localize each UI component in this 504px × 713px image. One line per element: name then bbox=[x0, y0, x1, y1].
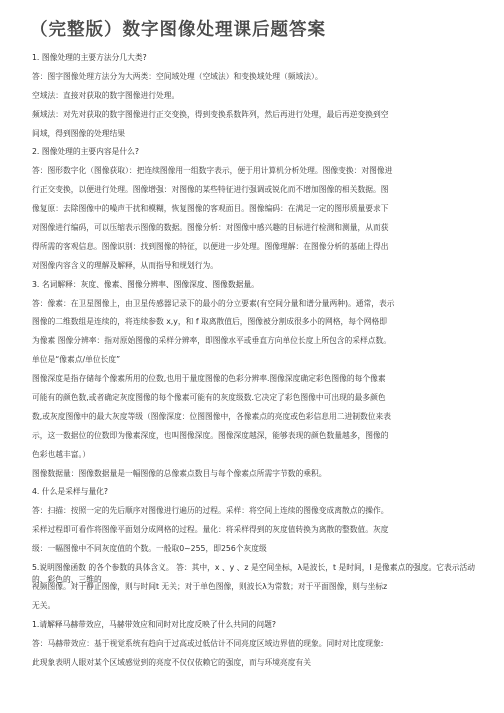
answer-line: 数,或灰度图像中的最大灰度等级（图像深度：位图图像中，各像素点的亮度或色彩信息用二进制数位来表 bbox=[32, 411, 391, 421]
answer-line: 图像数据量：图像数据量是一幅图像的总像素点数目与每个像素点所需字节数的乘积。 bbox=[32, 468, 327, 478]
answer-line: 得所需的客观信息。图像识别：找到图像的特征，以便进一步处理。图像理解：在图像分析的基础上得出 bbox=[32, 241, 389, 251]
question-heading: 2. 图像处理的主要内容是什么? bbox=[32, 147, 139, 157]
question-heading: 1.请解释马赫带效应，马赫带效应和同时对比度反映了什么共同的问题? bbox=[32, 619, 277, 629]
answer-line: 答：图形数字化（图像获取）：把连续图像用一组数字表示，便于用计算机分析处理。图像变换：对图像进 bbox=[32, 166, 393, 176]
answer-line: 频域法：对先对获取的数字图像进行正交变换，得到变换系数阵列，然后再进行处理，最后再逆变换到空 bbox=[32, 109, 389, 119]
question-heading: 3. 名词解释：灰度、像素、图像分辨率、图像深度、图像数据量。 bbox=[32, 279, 259, 289]
answer-line: 空域法：直接对获取的数字图像进行处理。 bbox=[32, 90, 180, 100]
answer-line: 像复原：去除图像中的噪声干扰和模糊，恢复图像的客观面目。图像编码：在满足一定的图形质量要求下 bbox=[32, 204, 389, 214]
answer-line: 图像的二维数组是连续的，将连续参数 x,y，和 f 取离散值后，图像被分割成很多小的网格，每个网格即 bbox=[32, 317, 388, 327]
document-body bbox=[32, 49, 478, 673]
question-heading: 1. 图像处理的主要方法分几大类? bbox=[32, 53, 147, 62]
answer-line: 视频图像。对于静止图像，则与时间t 无关；对于单色图像，则波长λ为常数；对于平面图像，则与坐标z bbox=[32, 582, 388, 592]
answer-line: 对图像内容含义的理解及解释，从而指导和规划行为。 bbox=[32, 260, 219, 270]
answer-line: 单位是“像素点/单位长度” bbox=[32, 355, 121, 365]
question-heading: 4. 什么是采样与量化? bbox=[32, 487, 108, 497]
answer-line: 答：扫描：按照一定的先后顺序对图像进行遍历的过程。采样：将空间上连续的图像变成离散点的操作。 bbox=[32, 506, 389, 516]
answer-line: 间域，得到图像的处理结果 bbox=[32, 128, 126, 138]
answer-line: 示，这一数据位的位数即为像素深度，也叫图像深度。图像深度越深，能够表现的颜色数量越多，图像的 bbox=[32, 430, 389, 440]
answer-line: 行正交变换，以便进行处理。图像增强：对图像的某些特征进行强调或锐化而不增加图像的相关数据。图 bbox=[32, 185, 389, 195]
answer-line: 答：图字图像处理方法分为大两类：空间域处理（空域法）和变换域处理（频域法）。 bbox=[32, 71, 323, 81]
answer-line: 可能有的颜色数,或者确定灰度图像的每个像素可能有的灰度级数.它决定了彩色图像中可出现的最多颜色 bbox=[32, 393, 386, 403]
document-title: （完整版）数字图像处理课后题答案 bbox=[30, 20, 326, 40]
answer-line: 级：一幅图像中不同灰度值的个数。一般取0~255，即256个灰度级 bbox=[32, 544, 267, 554]
question-heading: 5.说明图像函数 的各个参数的具体含义。 答：其中，x 、y 、z 是空间坐标，λ是波长，t 是时间，I 是像素点的强度。它表示活动的、彩色的、三维的 bbox=[32, 563, 476, 585]
answer-line: 对图像进行编码，可以压缩表示图像的数据。图像分析：对图像中感兴趣的目标进行检测和测量，从而获 bbox=[32, 223, 389, 233]
answer-line: 答：像素：在卫星图像上，由卫星传感器记录下的最小的分立要素(有空间分量和谱分量两种)。通常，表示 bbox=[32, 298, 395, 308]
answer-line: 为像素 图像分辨率：指对原始图像的采样分辨率，即图像水平或垂直方向单位长度上所包含的采样点数。 bbox=[32, 336, 391, 346]
answer-line: 答：马赫带效应：基于视觉系统有趋向于过高或过低估计不同亮度区域边界值的现象。同时对比度现象: bbox=[32, 638, 384, 648]
answer-line: 此现象表明人眼对某个区域感觉到的亮度不仅仅依赖它的强度，而与环境亮度有关 bbox=[32, 657, 312, 667]
answer-line: 色彩也越丰富。） bbox=[32, 449, 91, 459]
answer-line: 图像深度是指存储每个像素所用的位数,也用于量度图像的色彩分辨率.图像深度确定彩色图像的每个像素 bbox=[32, 374, 386, 384]
answer-line: 无关。 bbox=[32, 600, 56, 610]
answer-line: 采样过程即可看作将图像平面划分成网格的过程。量化：将采样得到的灰度值转换为离散的整数值。灰度 bbox=[32, 525, 389, 535]
